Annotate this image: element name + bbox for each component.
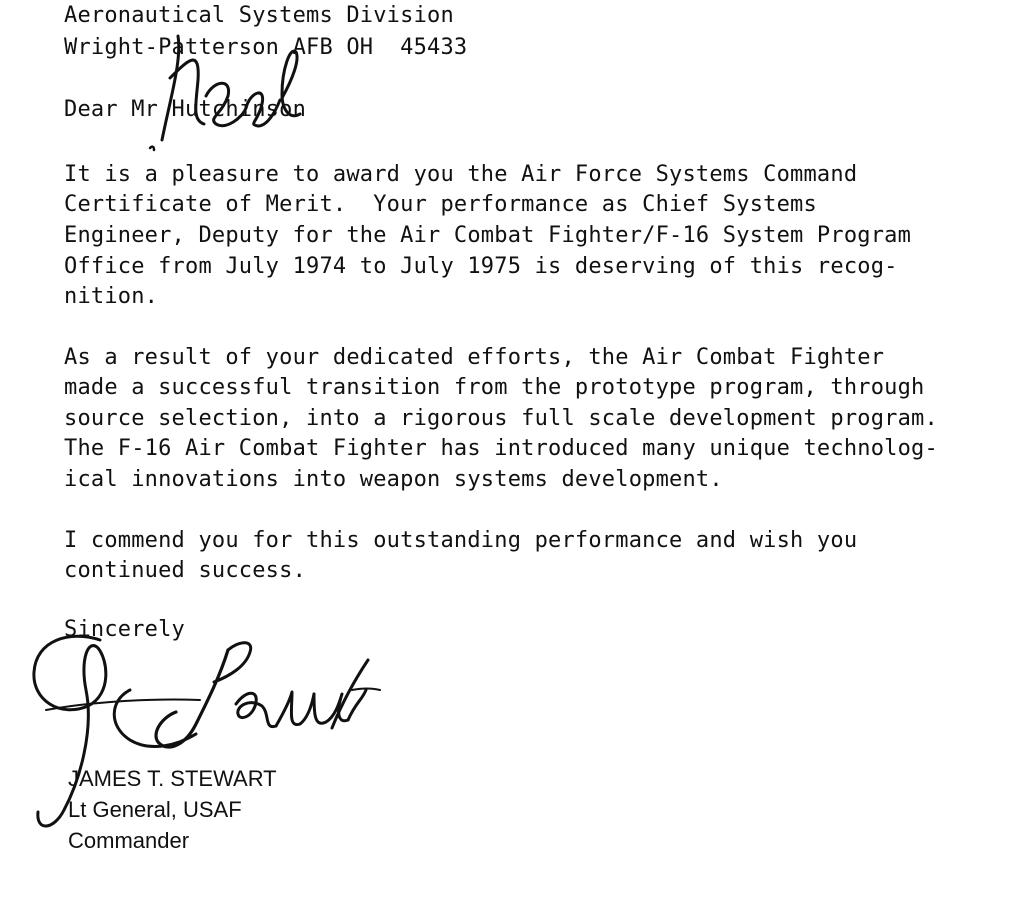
paragraph-line: The F-16 Air Combat Fighter has introduced many unique technolog-: [64, 436, 938, 461]
paragraph-line: Engineer, Deputy for the Air Combat Fighter/F-16 System Program: [64, 223, 912, 248]
paragraph-line: continued success.: [64, 558, 307, 583]
paragraph-line: ical innovations into weapon systems development.: [64, 467, 723, 492]
paragraph-line: As a result of your dedicated efforts, the Air Combat Fighter: [64, 345, 885, 370]
paragraph-line: It is a pleasure to award you the Air Force Systems Command: [64, 162, 858, 187]
signatory-title: Commander: [68, 828, 190, 853]
salutation: Dear Mr Hutchinson: [64, 97, 307, 122]
paragraph-line: I commend you for this outstanding performance and wish you: [64, 528, 858, 553]
address-line-division: Aeronautical Systems Division: [64, 3, 454, 28]
signatory-rank: Lt General, USAF: [68, 797, 242, 822]
closing: Sincerely: [64, 617, 186, 642]
paragraph-line: Office from July 1974 to July 1975 is deserving of this recog-: [64, 254, 898, 279]
paragraph-line: made a successful transition from the prototype program, through: [64, 375, 925, 400]
paragraph-line: nition.: [64, 284, 159, 309]
address-line-base: Wright-Patterson AFB OH 45433: [64, 35, 468, 60]
paragraph-line: Certificate of Merit. Your performance as Chief Systems: [64, 192, 817, 217]
signatory-name: JAMES T. STEWART: [68, 766, 277, 791]
paragraph-line: source selection, into a rigorous full scale development program.: [64, 406, 938, 431]
